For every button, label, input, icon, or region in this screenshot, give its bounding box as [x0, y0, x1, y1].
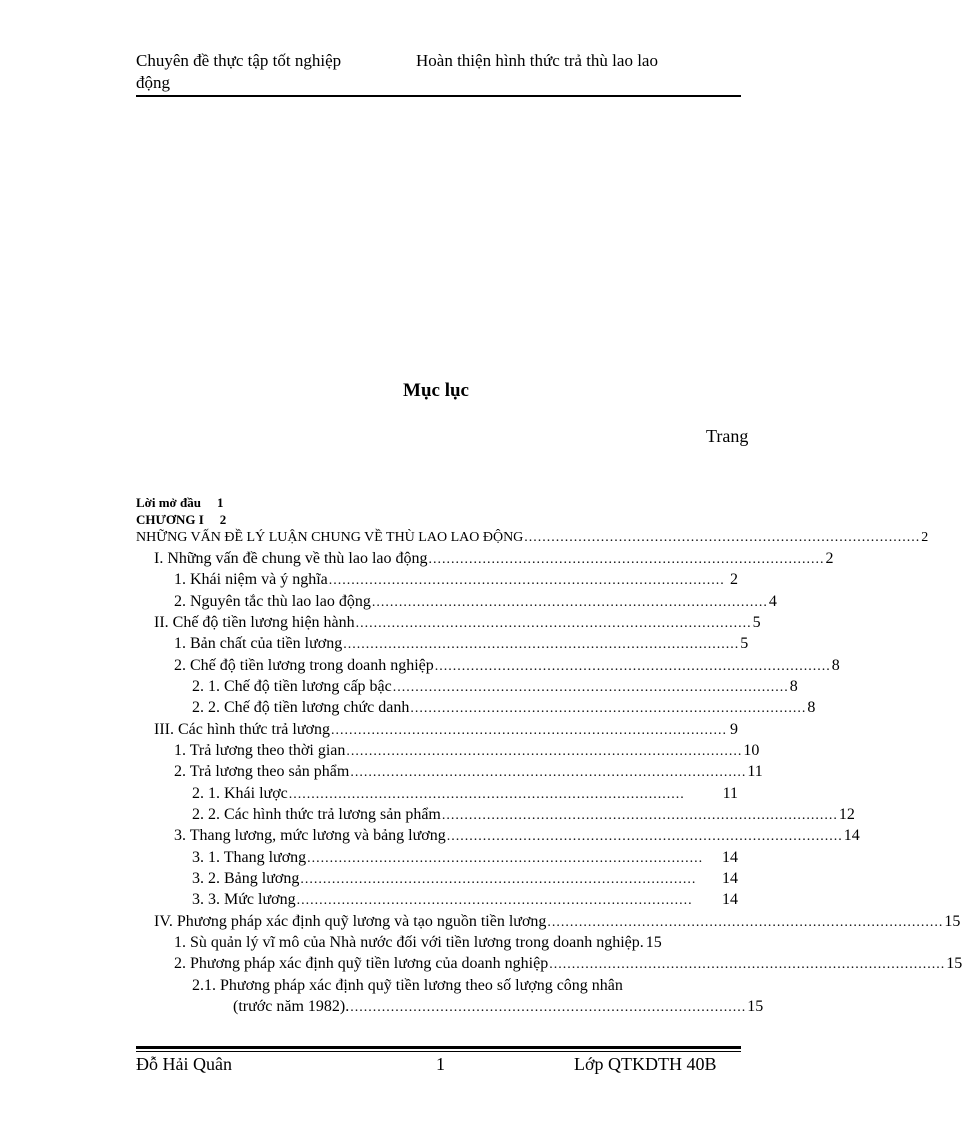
dot-leader: ........................................................................................: [441, 808, 838, 823]
toc-entry: 2. 1. Chế độ tiền lương cấp bậc ........................................................................................ 8: [192, 677, 738, 698]
dot-leader: ........................................................................................: [330, 723, 727, 738]
toc-entry: NHỮNG VẤN ĐỀ LÝ LUẬN CHUNG VỀ THÙ LAO LAO ĐỘNG ........................................................................................ 2: [136, 528, 738, 548]
toc-entry: 1. Khái niệm và ý nghĩa ........................................................................................ 2: [174, 570, 738, 591]
toc-entry: (trước năm 1982). ........................................................................................ 15: [233, 997, 738, 1018]
toc-intro-line: [136, 495, 223, 511]
toc-chapter-line: [136, 512, 226, 528]
toc-entry: 2. 1. Khái lược ........................................................................................ 11: [192, 784, 738, 805]
header-text: [136, 50, 740, 94]
dot-leader: ........................................................................................: [524, 530, 921, 545]
toc-title: Mục lục: [403, 380, 469, 401]
toc-page-heading: Trang: [706, 426, 749, 446]
toc-entry: 1. Bản chất của tiền lương ........................................................................................ 5: [174, 634, 738, 655]
header-divider: [136, 95, 741, 97]
toc-entry: 3. 3. Mức lương ........................................................................................ 14: [192, 890, 738, 911]
dot-leader: ........................................................................................: [328, 573, 725, 588]
dot-leader: ........................................................................................: [350, 765, 747, 780]
toc-entry: 3. 2. Bảng lương ........................................................................................ 14: [192, 869, 738, 890]
toc-entry: 2. Chế độ tiền lương trong doanh nghiệp ........................................................................................ 8: [174, 656, 738, 677]
toc-entry: 2. 2. Chế độ tiền lương chức danh ........................................................................................ 8: [192, 698, 738, 719]
dot-leader: ........................................................................................: [428, 552, 825, 567]
dot-leader: ........................................................................................: [307, 851, 704, 866]
footer-divider: [136, 1046, 741, 1049]
toc-entry: 1. Sù quản lý vĩ mô của Nhà nước đối với tiền lương trong doanh nghiệp. 15: [174, 934, 662, 951]
dot-leader: ........................................................................................: [549, 957, 946, 972]
header-left-line1: Chuyên đề thực tập tốt nghiệp: [136, 51, 342, 70]
toc-entry: 2. Nguyên tắc thù lao lao động ........................................................................................ 4: [174, 592, 738, 613]
footer-author: Đỗ Hải Quân: [136, 1054, 232, 1074]
toc-entry: 3. Thang lương, mức lương và bảng lương ........................................................................................ 14: [174, 826, 738, 847]
toc-entry: II. Chế độ tiền lương hiện hành ........................................................................................ 5: [154, 613, 738, 634]
toc-entry: 2. Trả lương theo sản phẩm ........................................................................................ 11: [174, 762, 738, 783]
dot-leader: ........................................................................................: [300, 872, 697, 887]
toc-entry: III. Các hình thức trả lương ........................................................................................ 9: [154, 720, 738, 741]
dot-leader: ........................................................................................: [296, 893, 693, 908]
footer-divider-thin: [136, 1051, 741, 1052]
toc-entry: 2.1. Phương pháp xác định quỹ tiền lương theo số lượng công nhân: [192, 977, 623, 994]
header-right: Hoàn thiện hình thức trả thù lao lao: [416, 51, 658, 70]
dot-leader: ........................................................................................: [288, 787, 685, 802]
toc-entry: 1. Trả lương theo thời gian ........................................................................................ 10: [174, 741, 738, 762]
dot-leader: ........................................................................................: [350, 1000, 747, 1015]
toc-intro-page: 1: [216, 495, 224, 510]
toc-entry: I. Những vấn đề chung về thù lao lao động ........................................................................................ 2: [154, 549, 738, 570]
footer-page-number: 1: [436, 1054, 445, 1074]
header-left-line2: động: [136, 73, 170, 92]
toc-chapter-label: CHƯƠNG I: [136, 512, 204, 527]
toc-entry: 3. 1. Thang lương ........................................................................................ 14: [192, 848, 738, 869]
toc-intro-label: Lời mở đầu: [136, 495, 201, 510]
dot-leader: ........................................................................................: [371, 595, 768, 610]
dot-leader: ........................................................................................: [547, 915, 944, 930]
dot-leader: ........................................................................................: [410, 701, 807, 716]
dot-leader: ........................................................................................: [355, 616, 752, 631]
dot-leader: ........................................................................................: [434, 659, 831, 674]
dot-leader: ........................................................................................: [346, 744, 743, 759]
dot-leader: ........................................................................................: [446, 829, 843, 844]
toc-entry: 2. Phương pháp xác định quỹ tiền lương của doanh nghiệp ........................................................................................ 15: [174, 954, 738, 975]
dot-leader: ........................................................................................: [343, 637, 740, 652]
dot-leader: ........................................................................................: [392, 680, 789, 695]
toc-entry: 2. 2. Các hình thức trả lương sản phẩm ........................................................................................ 12: [192, 805, 738, 826]
toc-chapter-page: 2: [219, 512, 227, 527]
footer-class: Lớp QTKDTH 40B: [574, 1054, 717, 1074]
toc-entry: IV. Phương pháp xác định quỹ lương và tạo nguồn tiền lương ........................................................................................ 15: [154, 912, 738, 933]
